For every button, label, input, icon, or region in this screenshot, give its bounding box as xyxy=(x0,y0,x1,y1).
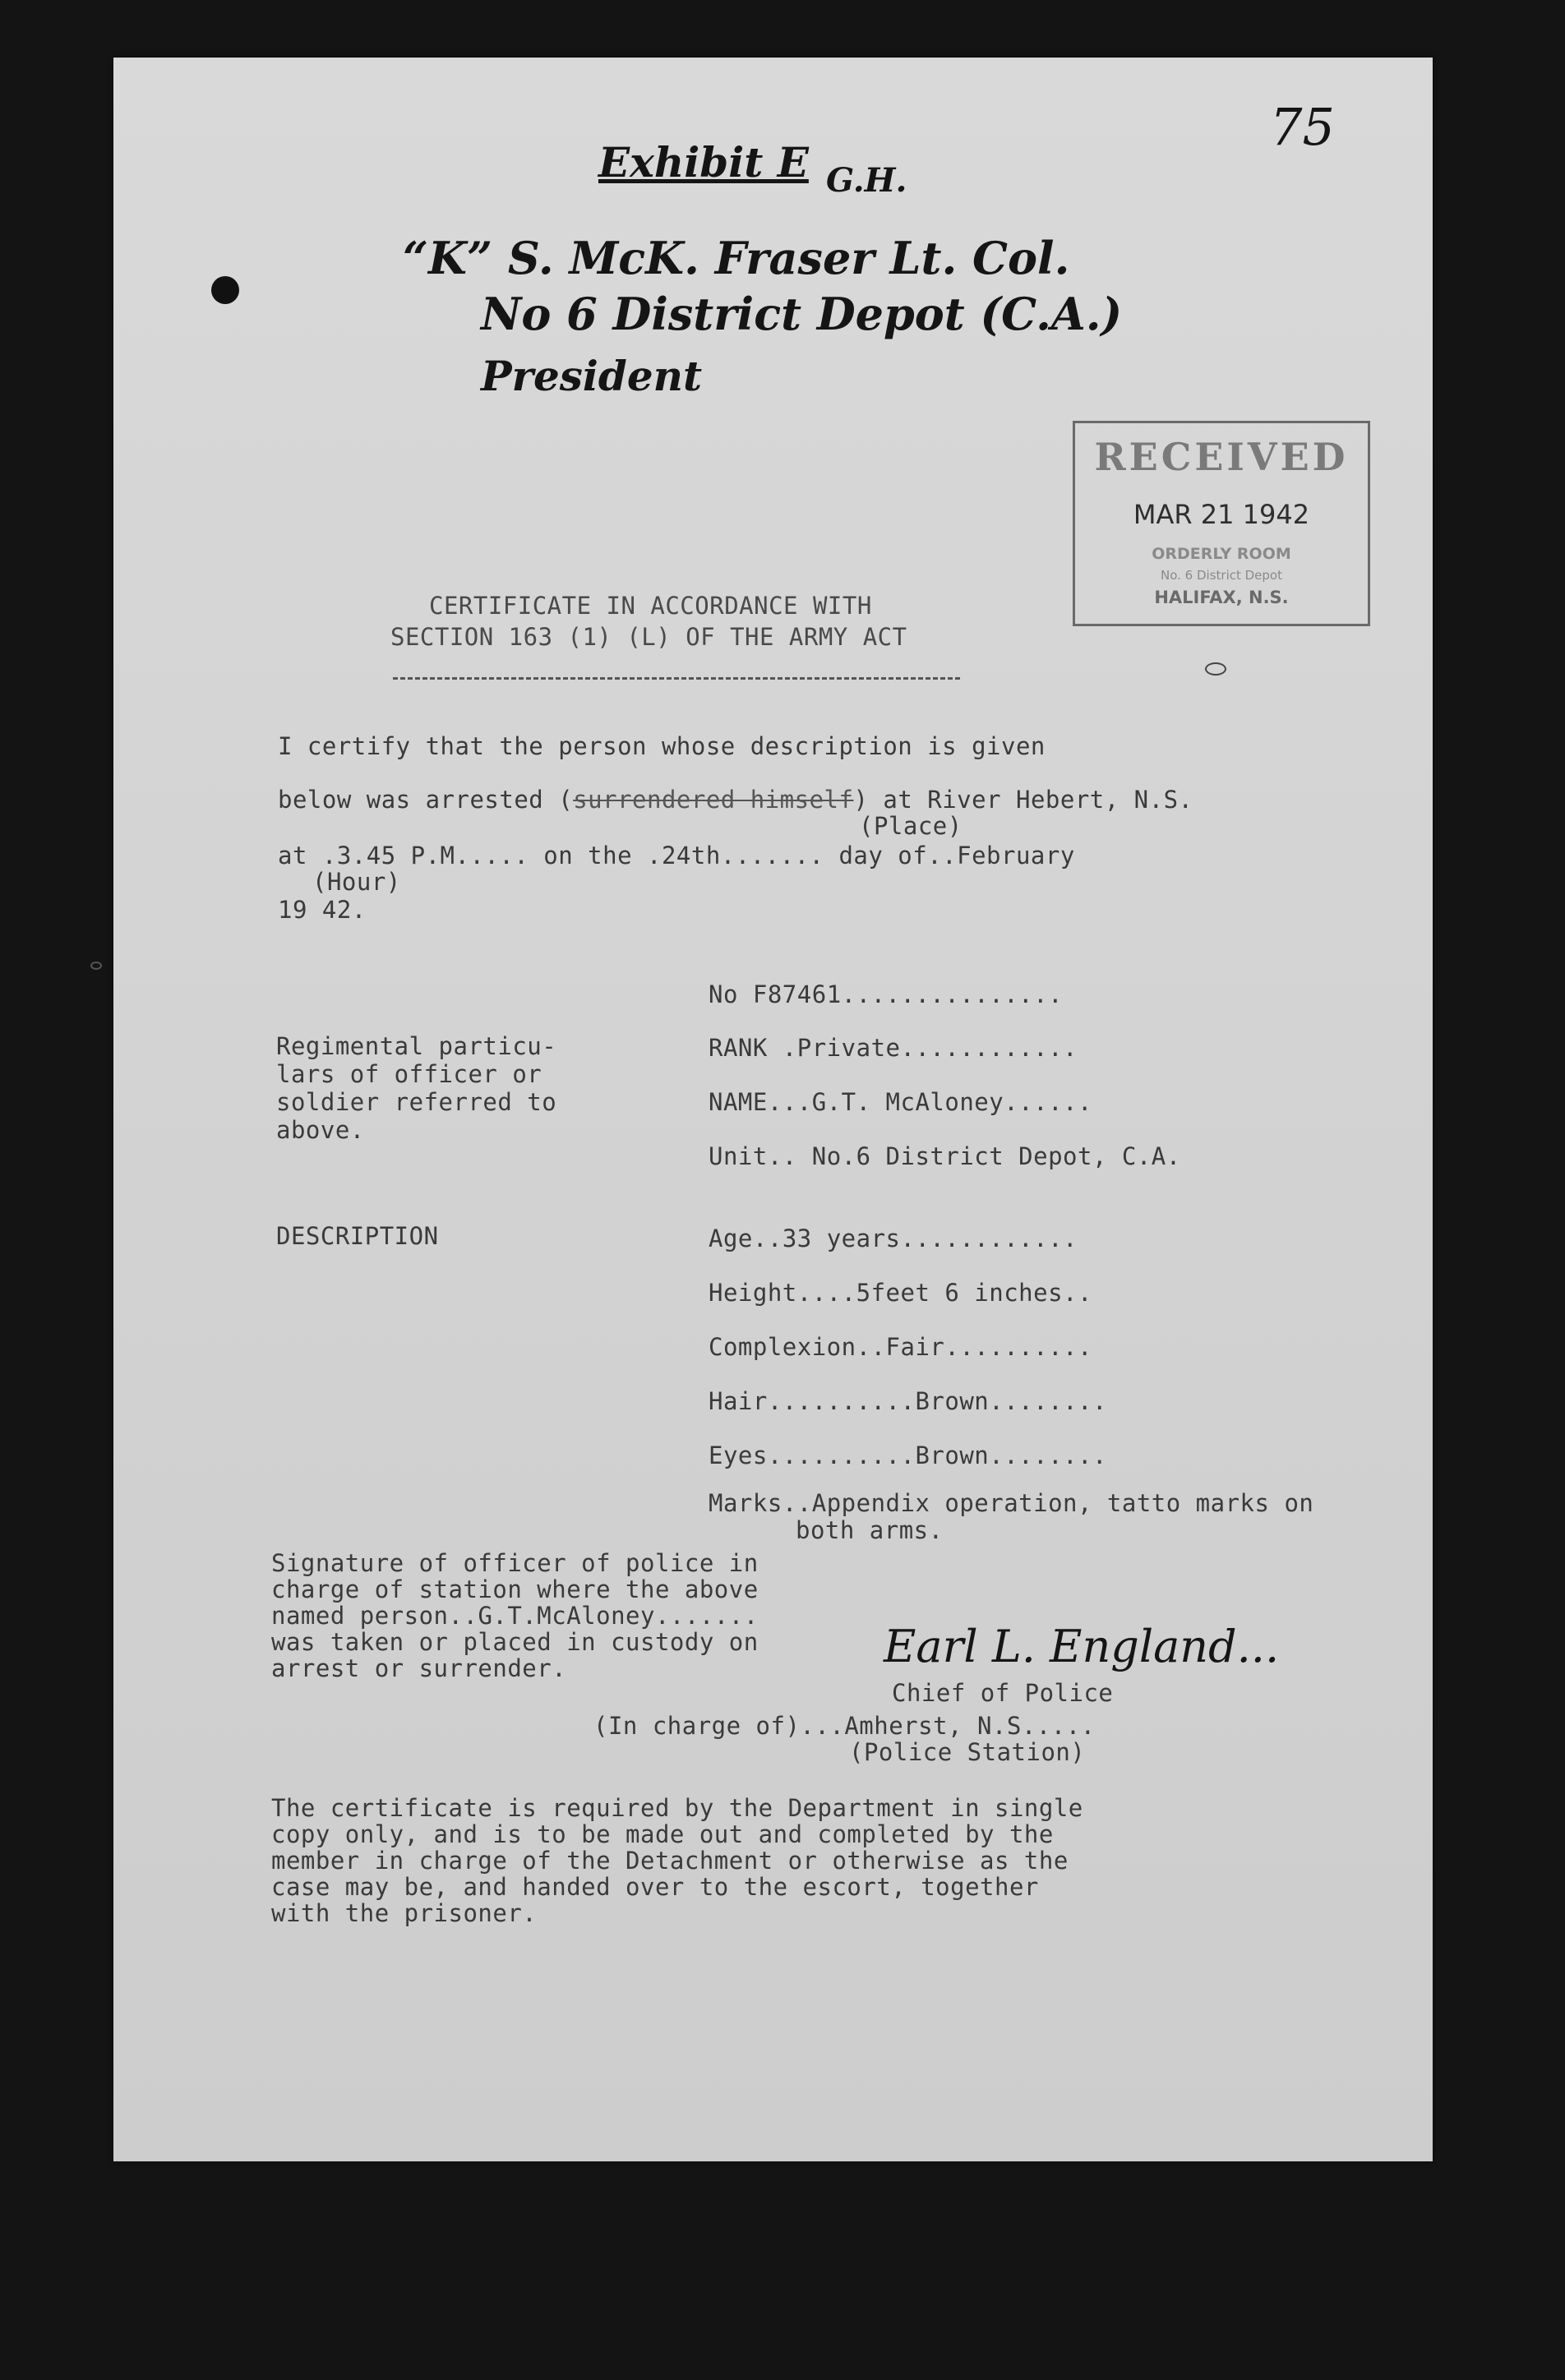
height-field: Height....5feet 6 inches.. xyxy=(709,1279,1092,1307)
footer-line-3: member in charge of the Detachment or otherwise as the xyxy=(271,1847,1069,1875)
marks-value: Appendix operation, tatto marks on xyxy=(811,1489,1314,1517)
stamp-title: RECEIVED xyxy=(1094,435,1349,479)
exhibit-annotation: Exhibit E xyxy=(598,138,809,187)
age-field: Age..33 years............ xyxy=(709,1225,1078,1252)
height-value: 5feet 6 inches xyxy=(856,1279,1064,1307)
handwritten-line-1: “K” S. McK. Fraser Lt. Col. xyxy=(403,232,1070,284)
police-signature: Earl L. England... xyxy=(884,1621,1280,1672)
eyes-value: Brown xyxy=(915,1441,990,1469)
heading-line-1: CERTIFICATE IN ACCORDANCE WITH xyxy=(429,592,872,620)
complexion-field: Complexion..Fair.......... xyxy=(709,1333,1092,1361)
stamp-line-3: ORDERLY ROOM xyxy=(1152,545,1291,563)
eyes-field: Eyes..........Brown........ xyxy=(709,1441,1107,1469)
signature-text-1: Signature of officer of police in xyxy=(271,1549,759,1577)
no-value: F87461 xyxy=(752,980,842,1008)
hour-label: (Hour) xyxy=(312,868,401,896)
heading-divider xyxy=(393,677,960,680)
page-number: 75 xyxy=(1270,97,1335,157)
certify-line-2-suffix: ) at River Hebert, N.S. xyxy=(853,786,1193,814)
certify-line-2 xyxy=(278,786,1193,814)
bullet-dot xyxy=(211,276,239,304)
struck-text: surrendered himself xyxy=(573,786,854,814)
certify-line-3: at .3.45 P.M..... on the .24th....... day of..February xyxy=(278,842,1075,869)
signature-text-3-prefix: named person.. xyxy=(271,1602,478,1630)
certify-line-1: I certify that the person whose description is given xyxy=(278,732,1046,760)
rank-field: RANK .Private............ xyxy=(709,1034,1078,1062)
unit-value: No.6 District Depot, C.A. xyxy=(811,1142,1181,1170)
regimental-label: Regimental particu- lars of officer or soldier referred to above. xyxy=(276,1032,557,1144)
unit-field: Unit.. No.6 District Depot, C.A. xyxy=(709,1142,1181,1170)
eyes-label: Eyes xyxy=(709,1441,768,1469)
certify-line-2-prefix: below was arrested ( xyxy=(278,786,574,814)
age-label: Age xyxy=(709,1225,753,1252)
marks-field: Marks..Appendix operation, tatto marks on xyxy=(709,1489,1314,1517)
complexion-value: Fair xyxy=(885,1333,945,1361)
handwritten-line-2: No 6 District Depot (C.A.) xyxy=(481,288,1123,340)
marks-label: Marks xyxy=(709,1489,782,1517)
rank-label: RANK xyxy=(709,1034,768,1062)
name-value: G.T. McAloney xyxy=(811,1088,1004,1116)
hair-value: Brown xyxy=(915,1387,990,1415)
signature-text-5: arrest or surrender. xyxy=(271,1654,567,1682)
chief-of-police: Chief of Police xyxy=(892,1679,1114,1707)
signature-text-3: named person..G.T.McAloney....... xyxy=(271,1602,759,1630)
hair-label: Hair xyxy=(709,1387,768,1415)
unit-label: Unit xyxy=(709,1142,768,1170)
place-label: (Place) xyxy=(859,812,963,840)
signature-text-2: charge of station where the above xyxy=(271,1575,759,1603)
rank-value: Private xyxy=(796,1034,901,1062)
year-value: 19 42. xyxy=(278,896,367,924)
stamp-line-5: HALIFAX, N.S. xyxy=(1154,588,1289,607)
age-value: 33 years xyxy=(782,1225,901,1252)
in-charge-label: (In charge of)... xyxy=(593,1712,845,1740)
margin-mark xyxy=(90,962,102,970)
footer-line-4: case may be, and handed over to the escort, together xyxy=(271,1873,1039,1901)
stamp-date: MAR 21 1942 xyxy=(1133,499,1310,530)
name-label: NAME xyxy=(709,1088,768,1116)
heading-line-2: SECTION 163 (1) (L) OF THE ARMY ACT xyxy=(390,623,907,651)
footer-line-2: copy only, and is to be made out and completed by the xyxy=(271,1820,1054,1848)
received-stamp xyxy=(1073,421,1370,626)
signature-text-4: was taken or placed in custody on xyxy=(271,1628,759,1656)
stamp-line-4: No. 6 District Depot xyxy=(1161,568,1282,583)
station-value: Amherst, N.S. xyxy=(844,1712,1036,1740)
no-field: No F87461............... xyxy=(709,980,1064,1008)
ink-mark xyxy=(1205,662,1226,676)
description-label: DESCRIPTION xyxy=(276,1222,439,1250)
station-label: (Police Station) xyxy=(849,1738,1086,1766)
marks-value-2: both arms. xyxy=(796,1516,944,1544)
handwritten-line-3: President xyxy=(481,352,703,400)
footer-line-5: with the prisoner. xyxy=(271,1899,538,1927)
initials-annotation: G.H. xyxy=(826,161,907,200)
name-field: NAME...G.T. McAloney...... xyxy=(709,1088,1092,1116)
hair-field: Hair..........Brown........ xyxy=(709,1387,1107,1415)
in-charge-field: (In charge of)...Amherst, N.S..... xyxy=(593,1712,1096,1740)
complexion-label: Complexion xyxy=(709,1333,856,1361)
footer-line-1: The certificate is required by the Department in single xyxy=(271,1794,1083,1822)
height-label: Height xyxy=(709,1279,797,1307)
named-person: G.T.McAloney xyxy=(478,1602,655,1630)
no-label: No xyxy=(709,980,738,1008)
